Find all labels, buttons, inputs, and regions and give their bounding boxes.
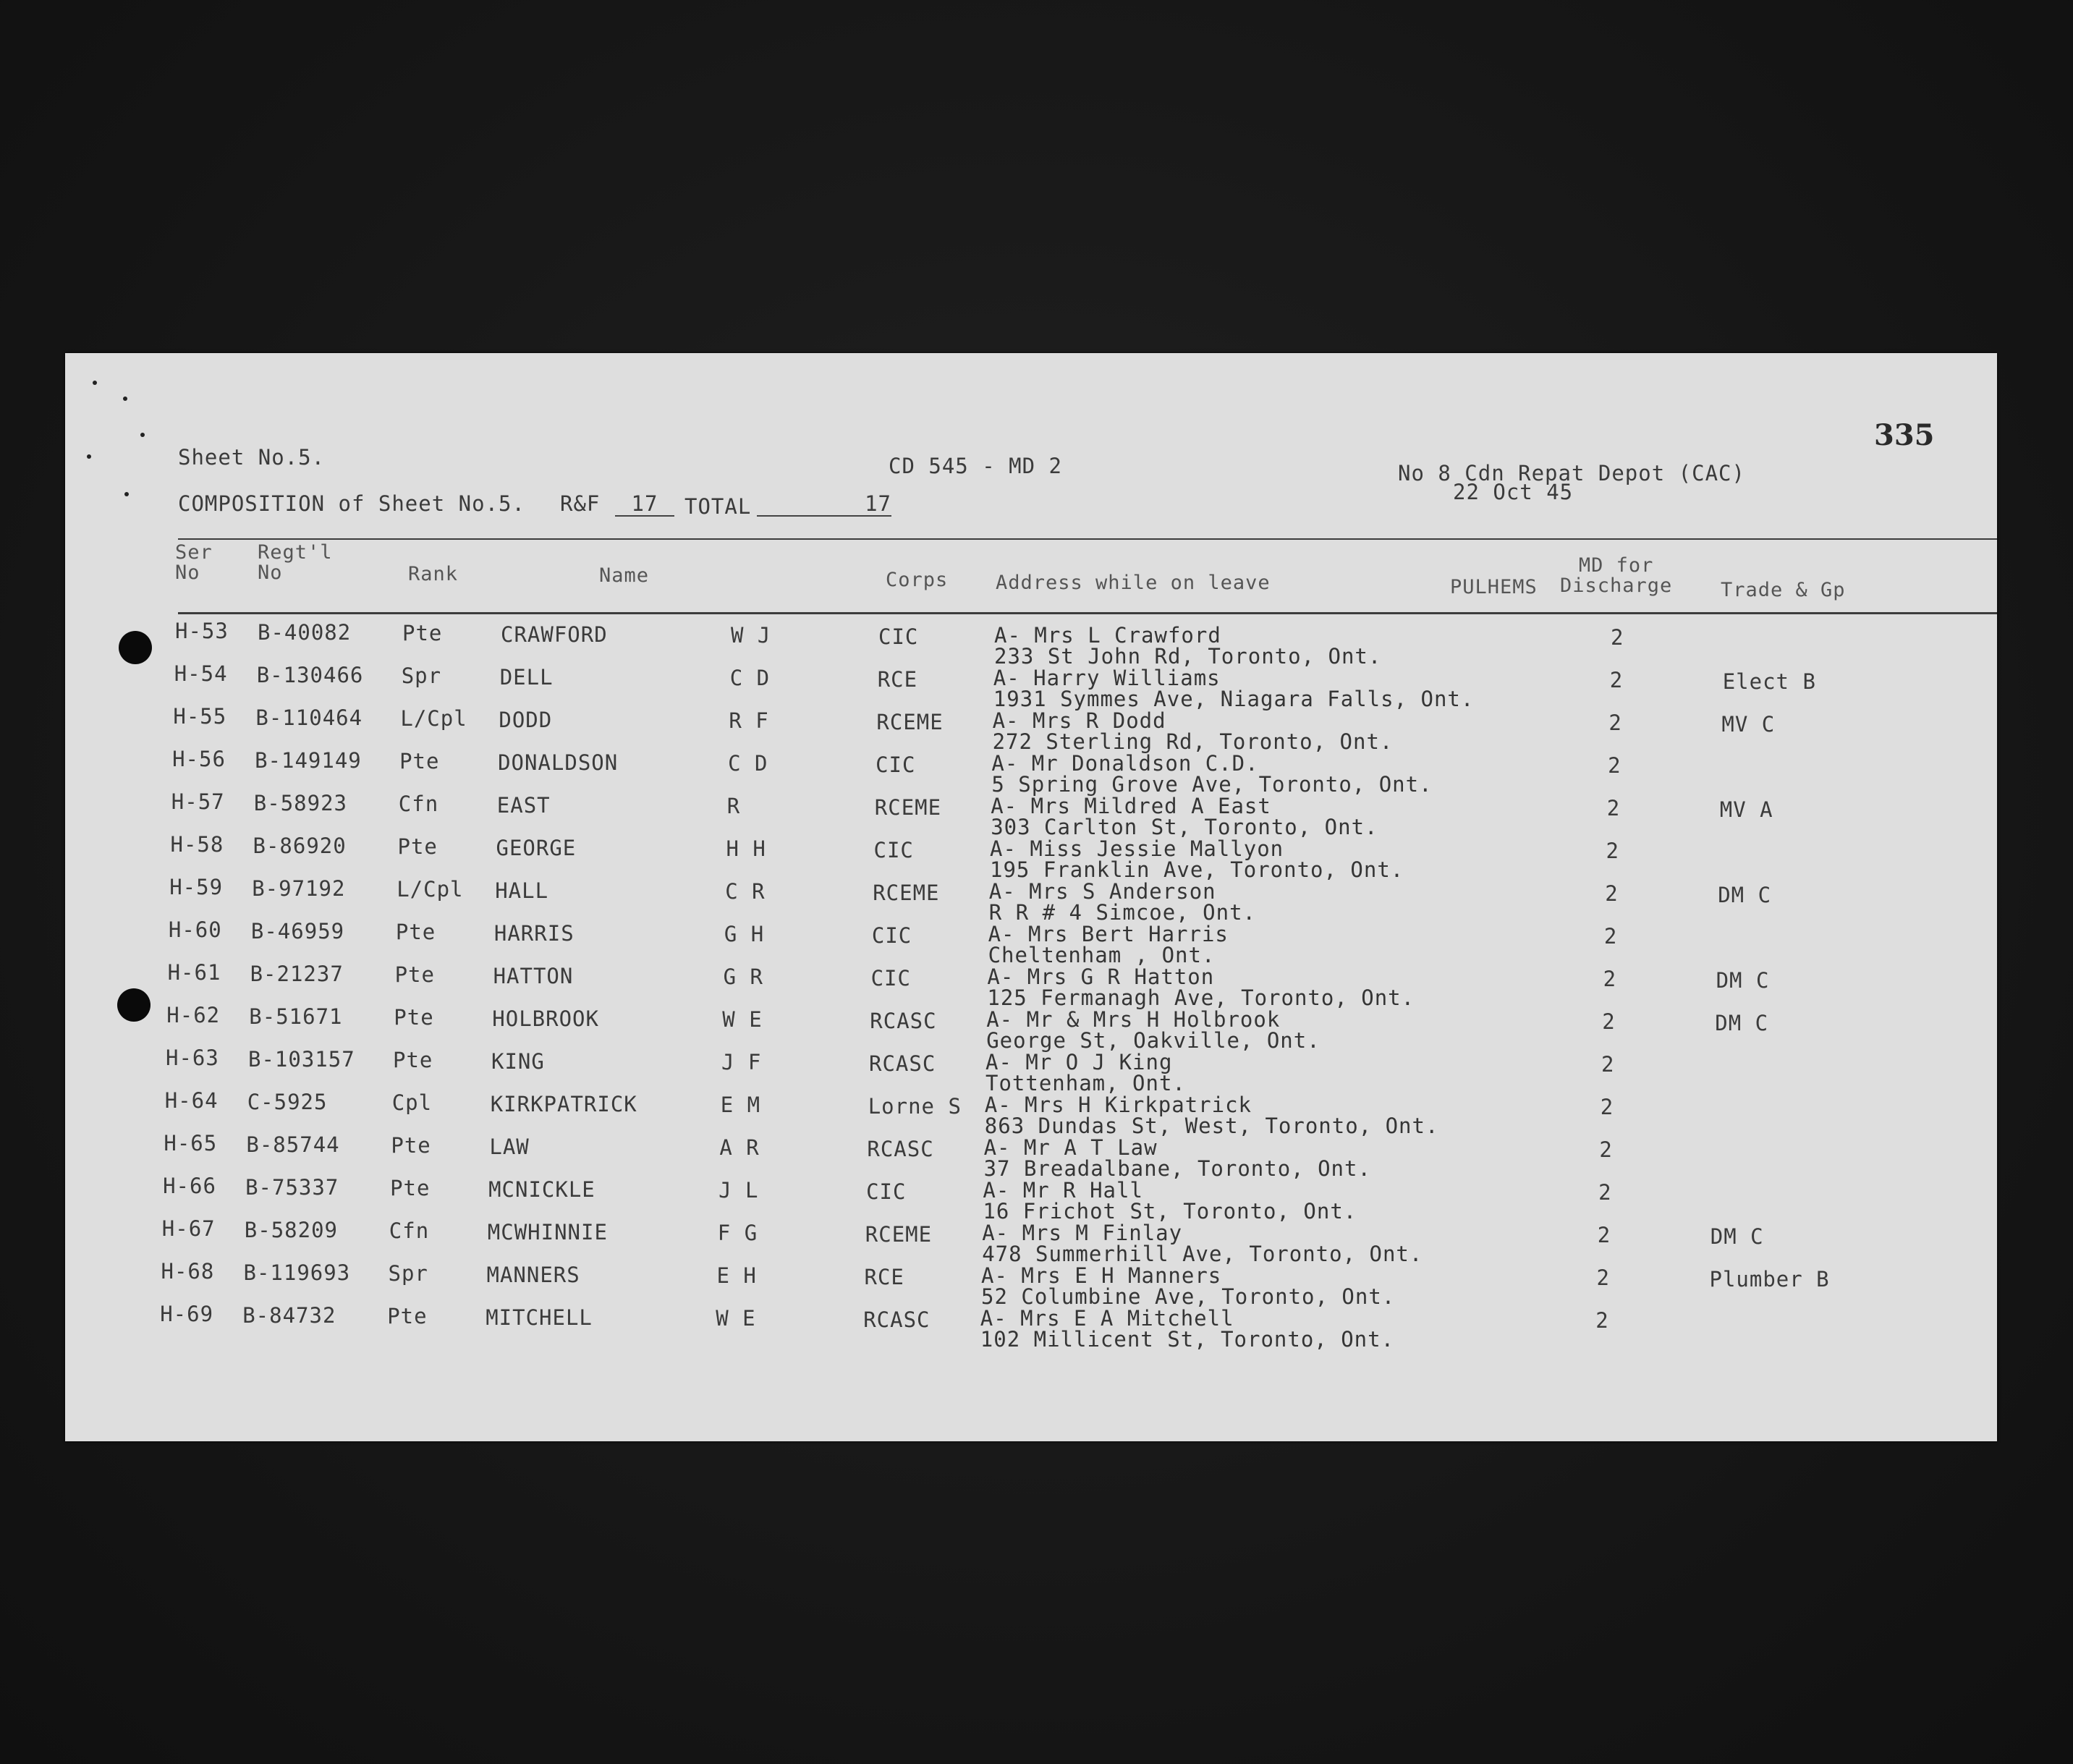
cell-address-line1: A- Mr & Mrs H Holbrook [986, 1007, 1281, 1032]
cell-address-line1: A- Mrs M Finlay [982, 1221, 1183, 1245]
cell-regtl-no: B-51671 [249, 1004, 343, 1029]
cell-surname: DELL [499, 664, 554, 690]
cell-initials: R F [729, 708, 769, 733]
cell-md-discharge: 2 [1597, 1223, 1611, 1247]
cell-corps: RCE [864, 1264, 904, 1289]
cell-initials: E M [720, 1093, 761, 1117]
cell-trade-group: Elect B [1722, 669, 1816, 694]
cell-md-discharge: 2 [1608, 753, 1621, 778]
cell-address-line2: George St, Oakville, Ont. [986, 1028, 1320, 1053]
header-corps: Corps [886, 569, 949, 591]
cell-initials: J F [721, 1050, 762, 1074]
cell-address-line2: 1931 Symmes Ave, Niagara Falls, Ont. [993, 687, 1475, 711]
header-bottom-rule [178, 612, 1997, 614]
cell-address-line1: A- Mrs Bert Harris [988, 922, 1229, 946]
header-trade-group: Trade & Gp [1721, 579, 1846, 601]
cell-regtl-no: B-149149 [255, 747, 362, 773]
cell-address-line1: A- Mrs S Anderson [988, 879, 1216, 904]
cell-ser-no: H-66 [163, 1174, 216, 1198]
cell-address-line2: 478 Summerhill Ave, Toronto, Ont. [982, 1242, 1423, 1266]
cell-md-discharge: 2 [1600, 1095, 1614, 1119]
cell-corps: CIC [866, 1179, 907, 1204]
cell-surname: DODD [499, 707, 553, 732]
total-value: 17 [757, 492, 891, 517]
cell-corps: RCEME [865, 1221, 933, 1247]
cell-trade-group: Plumber B [1709, 1266, 1830, 1292]
cell-initials: C R [725, 879, 766, 904]
cell-address-line2: 233 St John Rd, Toronto, Ont. [994, 644, 1382, 669]
cell-trade-group: DM C [1715, 1010, 1769, 1035]
cell-regtl-no: B-86920 [253, 833, 347, 858]
cell-address-line1: A- Harry Williams [993, 666, 1221, 690]
cell-surname: HARRIS [493, 920, 575, 946]
rf-value: 17 [615, 492, 674, 517]
cell-regtl-no: B-58923 [253, 790, 348, 815]
cell-address-line2: Cheltenham , Ont. [988, 943, 1216, 967]
cell-trade-group: DM C [1710, 1224, 1764, 1249]
cell-address-line2: Tottenham, Ont. [985, 1071, 1186, 1095]
rf-label: R&F [560, 491, 601, 516]
cell-rank: Pte [399, 749, 440, 773]
cell-corps: RCASC [870, 1008, 937, 1033]
cell-initials: F G [717, 1221, 758, 1245]
cell-rank: Pte [390, 1176, 431, 1200]
cell-regtl-no: B-97192 [252, 875, 346, 901]
cell-initials: C D [729, 666, 771, 690]
cell-address-line1: A- Mrs Mildred A East [991, 794, 1271, 818]
cell-surname: GEORGE [496, 835, 577, 860]
cell-initials: G H [724, 922, 765, 946]
cell-md-discharge: 2 [1611, 625, 1624, 650]
cell-regtl-no: B-119693 [243, 1260, 351, 1285]
cell-md-discharge: 2 [1598, 1180, 1612, 1205]
cell-address-line1: A- Mrs L Crawford [994, 623, 1221, 648]
cell-corps: CIC [876, 752, 916, 777]
reference-code: CD 545 - MD 2 [889, 454, 1062, 478]
cell-initials: J L [718, 1178, 759, 1203]
cell-trade-group: MV C [1721, 711, 1776, 737]
cell-rank: Spr [401, 663, 442, 688]
header-pulhems: PULHEMS [1450, 576, 1538, 598]
cell-md-discharge: 2 [1605, 881, 1619, 906]
dust-speck [124, 492, 129, 496]
cell-md-discharge: 2 [1606, 839, 1619, 863]
cell-rank: Cpl [391, 1090, 433, 1115]
header-name: Name [599, 564, 650, 587]
cell-ser-no: H-61 [167, 960, 221, 985]
depot-name: No 8 Cdn Repat Depot (CAC) [1398, 461, 1745, 485]
cell-surname: CRAWFORD [501, 622, 608, 647]
composition-label: COMPOSITION of Sheet No.5. [178, 491, 525, 516]
cell-trade-group: DM C [1716, 967, 1770, 993]
dust-speck [93, 381, 97, 385]
cell-corps: CIC [873, 837, 914, 862]
cell-regtl-no: B-103157 [248, 1046, 355, 1072]
cell-address-line2: 125 Fermanagh Ave, Toronto, Ont. [987, 985, 1415, 1010]
cell-ser-no: H-60 [168, 917, 222, 942]
cell-initials: C D [728, 751, 768, 776]
cell-regtl-no: B-85744 [246, 1132, 340, 1157]
cell-corps: RCE [877, 666, 918, 692]
cell-ser-no: H-54 [174, 661, 228, 686]
dust-speck [87, 454, 91, 459]
cell-address-line1: A- Mr O J King [985, 1050, 1173, 1074]
cell-rank: Pte [393, 1048, 433, 1072]
cell-address-line1: A- Mrs H Kirkpatrick [984, 1093, 1252, 1117]
cell-ser-no: H-69 [160, 1302, 214, 1326]
cell-ser-no: H-55 [173, 704, 227, 729]
header-rank: Rank [408, 563, 459, 585]
cell-surname: MITCHELL [486, 1305, 593, 1330]
cell-corps: CIC [878, 624, 919, 649]
cell-rank: Pte [395, 920, 436, 944]
cell-corps: CIC [871, 923, 912, 948]
cell-corps: RCASC [869, 1051, 936, 1076]
cell-md-discharge: 2 [1606, 796, 1621, 820]
cell-address-line1: A- Mrs E H Manners [981, 1263, 1222, 1288]
cell-ser-no: H-68 [161, 1259, 215, 1284]
cell-address-line2: 272 Sterling Rd, Toronto, Ont. [992, 729, 1394, 754]
cell-address-line2: 195 Franklin Ave, Toronto, Ont. [990, 857, 1404, 882]
cell-initials: E H [716, 1263, 757, 1288]
cell-corps: RCEME [874, 794, 942, 820]
dust-speck [123, 397, 127, 401]
cell-rank: Pte [387, 1304, 428, 1328]
cell-md-discharge: 2 [1595, 1308, 1609, 1333]
cell-regtl-no: B-84732 [242, 1302, 336, 1328]
cell-surname: HOLBROOK [492, 1006, 599, 1031]
document-date: 22 Oct 45 [1453, 480, 1574, 504]
cell-regtl-no: B-75337 [245, 1174, 339, 1200]
cell-surname: MANNERS [486, 1262, 580, 1287]
cell-address-line1: A- Mrs G R Hatton [987, 964, 1215, 989]
header-ser-no: Ser No [175, 541, 213, 584]
cell-address-line2: 37 Breadalbane, Toronto, Ont. [983, 1156, 1371, 1181]
cell-rank: Pte [397, 834, 438, 859]
cell-corps: RCEME [876, 709, 944, 734]
cell-initials: R [726, 794, 741, 818]
total-label: TOTAL [684, 494, 752, 519]
cell-address-line1: A- Mrs E A Mitchell [980, 1306, 1234, 1331]
header-regtl-no: Regt'l No [258, 541, 333, 584]
cell-corps: RCASC [863, 1307, 930, 1332]
cell-ser-no: H-64 [164, 1088, 219, 1113]
header-md-discharge: MD for Discharge [1560, 554, 1673, 597]
cell-surname: EAST [496, 792, 551, 818]
header-top-rule [178, 538, 1997, 540]
document-card [65, 353, 1997, 1441]
cell-surname: MCNICKLE [488, 1176, 595, 1202]
cell-initials: W E [716, 1306, 756, 1331]
cell-regtl-no: B-46959 [250, 918, 345, 944]
cell-surname: HATTON [493, 963, 574, 988]
cell-md-discharge: 2 [1603, 924, 1618, 949]
cell-initials: H H [726, 836, 766, 861]
cell-md-discharge: 2 [1596, 1265, 1610, 1290]
cell-address-line1: A- Mr A T Law [983, 1135, 1158, 1160]
page-number: 335 [1874, 418, 1935, 452]
cell-address-line2: 102 Millicent St, Toronto, Ont. [980, 1327, 1395, 1352]
cell-ser-no: H-59 [169, 875, 224, 899]
cell-ser-no: H-53 [175, 619, 229, 643]
cell-rank: Cfn [389, 1218, 430, 1243]
header-address: Address while on leave [996, 572, 1271, 594]
cell-initials: W J [731, 623, 771, 648]
cell-surname: KING [491, 1048, 545, 1074]
cell-surname: HALL [495, 878, 549, 903]
cell-initials: G R [723, 964, 763, 989]
cell-address-line2: 5 Spring Grove Ave, Toronto, Ont. [991, 772, 1433, 797]
cell-regtl-no: B-58209 [244, 1217, 339, 1242]
cell-rank: Spr [388, 1261, 428, 1286]
cell-rank: Pte [394, 1005, 434, 1030]
cell-corps: RCEME [873, 880, 940, 905]
cell-address-line1: A- Mr R Hall [983, 1178, 1143, 1203]
cell-address-line2: 863 Dundas St, West, Toronto, Ont. [984, 1114, 1439, 1138]
cell-regtl-no: B-110464 [255, 705, 363, 730]
cell-corps: RCASC [867, 1136, 934, 1161]
cell-corps: Lorne S [868, 1093, 962, 1119]
cell-surname: MCWHINNIE [487, 1219, 608, 1244]
cell-ser-no: H-58 [170, 832, 224, 857]
cell-rank: L/Cpl [397, 877, 464, 902]
cell-regtl-no: B-21237 [250, 961, 344, 986]
cell-ser-no: H-65 [164, 1131, 218, 1155]
cell-ser-no: H-67 [161, 1216, 216, 1241]
cell-md-discharge: 2 [1602, 1009, 1616, 1034]
cell-address-line1: A- Miss Jessie Mallyon [990, 836, 1284, 861]
cell-rank: Pte [394, 962, 435, 987]
cell-address-line1: A- Mrs R Dodd [992, 708, 1166, 733]
cell-rank: Pte [402, 621, 443, 645]
cell-ser-no: H-56 [172, 747, 226, 771]
cell-surname: DONALDSON [498, 750, 619, 775]
cell-trade-group: DM C [1718, 882, 1772, 907]
punch-hole [119, 631, 152, 664]
cell-ser-no: H-63 [166, 1046, 219, 1070]
cell-md-discharge: 2 [1603, 967, 1617, 991]
cell-address-line2: 52 Columbine Ave, Toronto, Ont. [981, 1284, 1396, 1309]
cell-initials: A R [719, 1135, 760, 1160]
cell-regtl-no: C-5925 [247, 1089, 328, 1114]
cell-regtl-no: B-130466 [256, 662, 364, 687]
dust-speck [140, 433, 145, 437]
cell-address-line2: 303 Carlton St, Toronto, Ont. [991, 815, 1378, 839]
cell-trade-group: MV A [1719, 797, 1773, 822]
cell-rank: Pte [391, 1133, 431, 1158]
cell-address-line1: A- Mr Donaldson C.D. [991, 751, 1259, 776]
sheet-label: Sheet No.5. [178, 445, 326, 470]
cell-initials: W E [722, 1007, 763, 1032]
cell-surname: LAW [489, 1134, 530, 1159]
cell-md-discharge: 2 [1609, 668, 1624, 692]
cell-md-discharge: 2 [1601, 1052, 1615, 1077]
cell-rank: L/Cpl [400, 706, 467, 731]
cell-corps: CIC [870, 965, 911, 991]
punch-hole [117, 988, 151, 1022]
cell-address-line2: 16 Frichot St, Toronto, Ont. [983, 1199, 1357, 1224]
cell-address-line2: R R # 4 Simcoe, Ont. [988, 900, 1256, 925]
cell-md-discharge: 2 [1608, 711, 1622, 735]
cell-md-discharge: 2 [1599, 1137, 1613, 1162]
cell-surname: KIRKPATRICK [490, 1091, 637, 1116]
cell-regtl-no: B-40082 [258, 619, 352, 645]
cell-rank: Cfn [398, 792, 439, 816]
cell-ser-no: H-62 [166, 1003, 221, 1027]
cell-ser-no: H-57 [171, 789, 225, 814]
